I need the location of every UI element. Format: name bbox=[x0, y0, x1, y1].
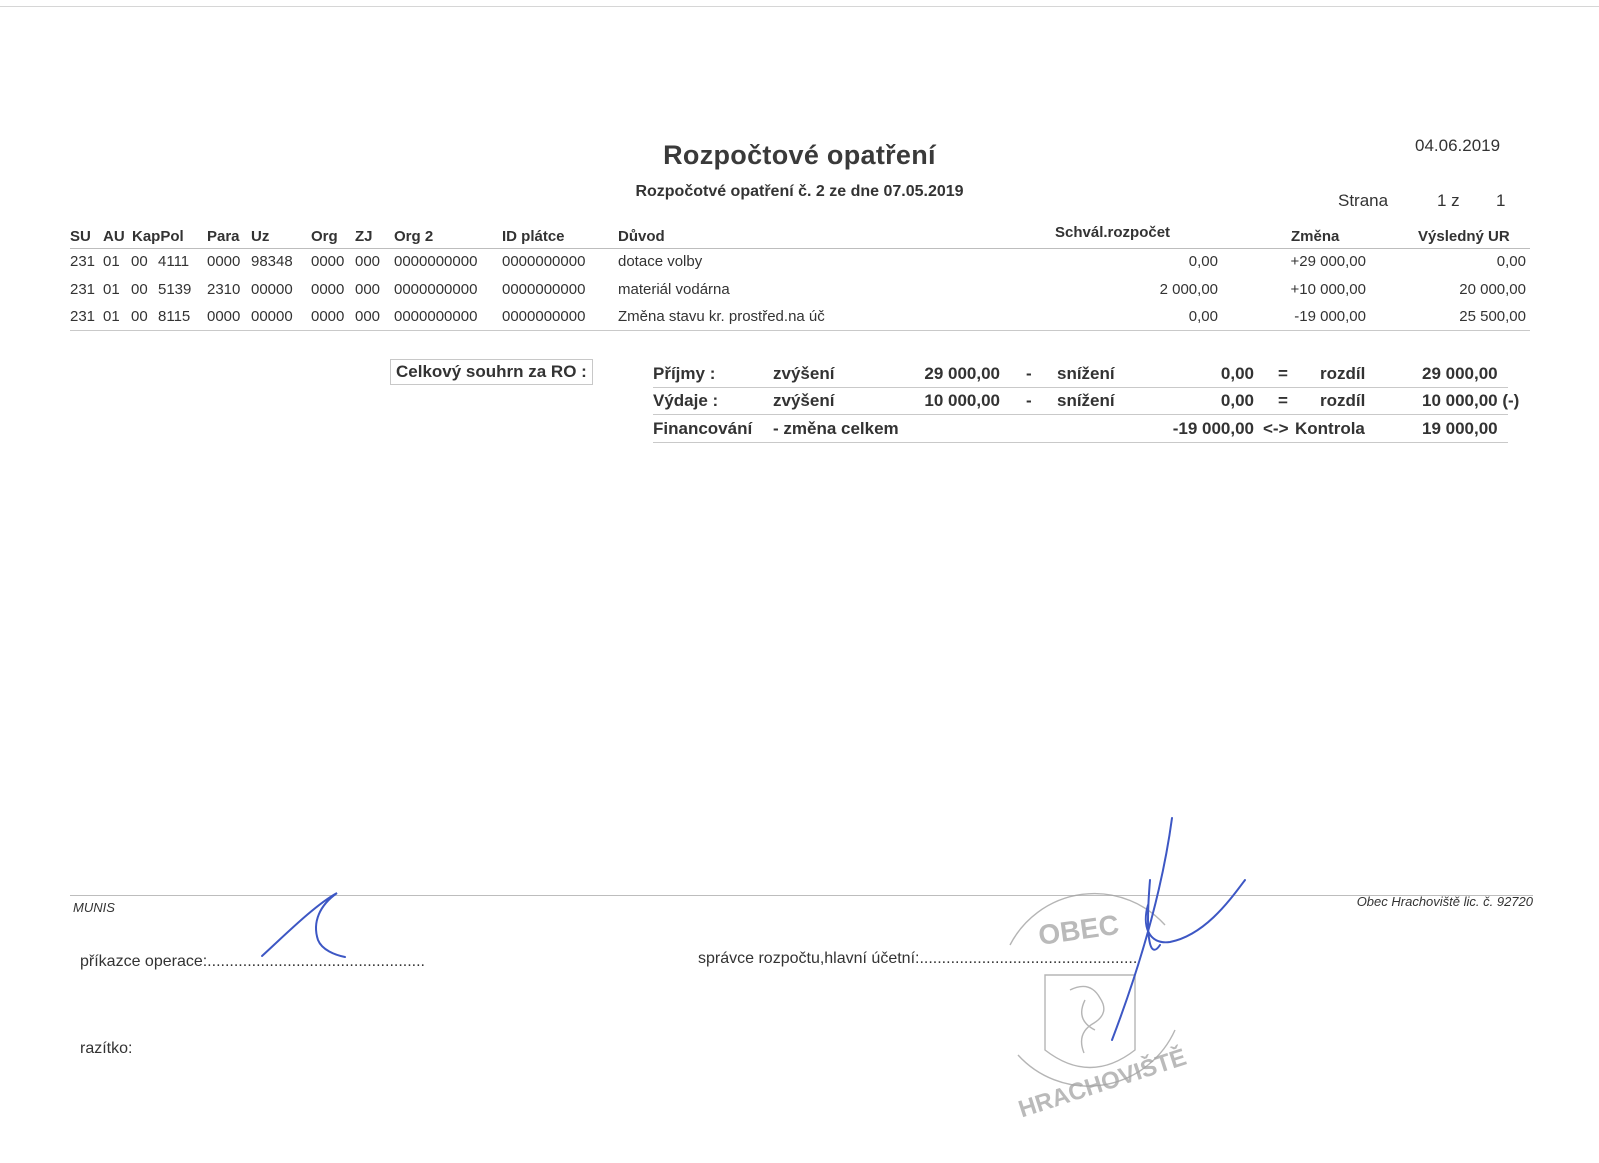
cell-org: 0000 bbox=[311, 281, 345, 298]
signature-prikazce bbox=[262, 893, 345, 957]
header-rule bbox=[70, 248, 1530, 249]
scan-top-edge bbox=[0, 6, 1599, 7]
cell-id-platce: 0000000000 bbox=[502, 308, 586, 325]
municipal-stamp bbox=[1010, 894, 1175, 1087]
cell-zmena: +29 000,00 bbox=[1290, 253, 1366, 270]
cell-kap: 00 bbox=[131, 308, 148, 325]
cell-zj: 000 bbox=[355, 281, 381, 298]
document-title: Rozpočtové opatření bbox=[663, 140, 936, 170]
col-org: Org bbox=[311, 228, 338, 245]
col-su: SU bbox=[70, 228, 91, 245]
col-duvod: Důvod bbox=[618, 228, 665, 245]
vydaje-minus: - bbox=[1026, 391, 1032, 410]
software-name: MUNIS bbox=[73, 900, 115, 915]
prijmy-label: Příjmy : bbox=[653, 364, 716, 383]
cell-su: 231 bbox=[70, 308, 96, 325]
cell-org2: 0000000000 bbox=[394, 281, 478, 298]
cell-para: 0000 bbox=[207, 308, 241, 325]
vydaje-rule bbox=[653, 414, 1508, 415]
razitko-label: razítko: bbox=[80, 1040, 133, 1057]
cell-su: 231 bbox=[70, 281, 96, 298]
vydaje-diff-value: 10 000,00 (-) bbox=[1422, 391, 1520, 410]
cell-id-platce: 0000000000 bbox=[502, 281, 586, 298]
cell-zj: 000 bbox=[355, 308, 381, 325]
col-zj: ZJ bbox=[355, 228, 373, 245]
stamp-text-top: OBEC bbox=[1036, 908, 1121, 951]
prijmy-minus: - bbox=[1026, 364, 1032, 383]
document-subtitle: Rozpočotvé opatření č. 2 ze dne 07.05.2019 bbox=[635, 183, 964, 200]
col-org2: Org 2 bbox=[394, 228, 434, 245]
stamp-text-bottom: HRACHOVIŠTĚ bbox=[1015, 1043, 1190, 1124]
cell-org: 0000 bbox=[311, 253, 345, 270]
cell-su: 231 bbox=[70, 253, 96, 270]
financovani-label: Financování bbox=[653, 419, 753, 438]
cell-duvod: dotace volby bbox=[618, 253, 703, 270]
financovani-value: -19 000,00 bbox=[1172, 419, 1254, 438]
cell-zmena: -19 000,00 bbox=[1294, 308, 1366, 325]
prijmy-diff-value: 29 000,00 bbox=[1422, 364, 1498, 383]
coat-of-arms-icon bbox=[1045, 975, 1135, 1068]
summary-label: Celkový souhrn za RO : bbox=[390, 359, 593, 385]
financovani-rule bbox=[653, 442, 1508, 443]
col-para: Para bbox=[207, 228, 240, 245]
col-id-platce: ID plátce bbox=[502, 228, 565, 245]
kontrola-value: 19 000,00 bbox=[1422, 419, 1498, 438]
cell-schval: 2 000,00 bbox=[1159, 281, 1218, 298]
cell-duvod: materiál vodárna bbox=[618, 281, 730, 298]
vydaje-label: Výdaje : bbox=[653, 391, 719, 410]
cell-id-platce: 0000000000 bbox=[502, 253, 586, 270]
table-row bbox=[0, 253, 1599, 279]
cell-pol: 4111 bbox=[158, 253, 190, 270]
cell-au: 01 bbox=[103, 308, 120, 325]
spravce-signature-line: správce rozpočtu,hlavní účetní:................................................. bbox=[698, 950, 1138, 967]
col-zmena: Změna bbox=[1291, 228, 1340, 245]
col-vysledny-ur: Výsledný UR bbox=[1418, 228, 1510, 245]
page-label: Strana bbox=[1338, 191, 1389, 210]
cell-pol: 5139 bbox=[158, 281, 192, 298]
vydaje-increase-label: zvýšení bbox=[773, 391, 835, 410]
cell-schval: 0,00 bbox=[1188, 308, 1218, 325]
vydaje-diff-label: rozdíl bbox=[1320, 391, 1366, 410]
cell-zj: 000 bbox=[355, 253, 381, 270]
cell-vysledny: 0,00 bbox=[1496, 253, 1526, 270]
cell-au: 01 bbox=[103, 253, 120, 270]
cell-para: 2310 bbox=[207, 281, 241, 298]
prijmy-decrease-value: 0,00 bbox=[1220, 364, 1254, 383]
cell-org2: 0000000000 bbox=[394, 308, 478, 325]
cell-schval: 0,00 bbox=[1188, 253, 1218, 270]
licence-info: Obec Hrachoviště lic. č. 92720 bbox=[1356, 894, 1533, 909]
table-bottom-rule bbox=[70, 330, 1530, 331]
kontrola-label: Kontrola bbox=[1295, 419, 1365, 438]
vydaje-increase-value: 10 000,00 bbox=[924, 391, 1000, 410]
cell-vysledny: 25 500,00 bbox=[1459, 308, 1526, 325]
cell-au: 01 bbox=[103, 281, 120, 298]
cell-uz: 00000 bbox=[251, 308, 293, 325]
cell-org2: 0000000000 bbox=[394, 253, 478, 270]
signature-spravce bbox=[1112, 818, 1245, 1040]
cell-org: 0000 bbox=[311, 308, 345, 325]
vydaje-decrease-label: snížení bbox=[1057, 391, 1115, 410]
prijmy-decrease-label: snížení bbox=[1057, 364, 1115, 383]
cell-vysledny: 20 000,00 bbox=[1459, 281, 1526, 298]
col-au: AU bbox=[103, 228, 125, 245]
vydaje-decrease-value: 0,00 bbox=[1220, 391, 1254, 410]
prijmy-increase-value: 29 000,00 bbox=[924, 364, 1000, 383]
page-total: 1 bbox=[1496, 191, 1506, 210]
vydaje-equals: = bbox=[1278, 391, 1288, 410]
prikazce-signature-line: příkazce operace:................................................. bbox=[80, 953, 425, 970]
page-number: 1 z bbox=[1437, 191, 1460, 210]
cell-para: 0000 bbox=[207, 253, 241, 270]
prijmy-increase-label: zvýšení bbox=[773, 364, 835, 383]
cell-kap: 00 bbox=[131, 281, 148, 298]
col-schval-rozpocet: Schvál.rozpočet bbox=[1055, 224, 1171, 241]
prijmy-diff-label: rozdíl bbox=[1320, 364, 1366, 383]
print-date: 04.06.2019 bbox=[1415, 136, 1501, 155]
col-uz: Uz bbox=[251, 228, 270, 245]
cell-uz: 98348 bbox=[251, 253, 293, 270]
cell-duvod: Změna stavu kr. prostřed.na úč bbox=[618, 308, 825, 325]
financovani-desc: - změna celkem bbox=[773, 419, 899, 438]
prijmy-rule bbox=[653, 387, 1508, 388]
cell-kap: 00 bbox=[131, 253, 148, 270]
table-row bbox=[0, 281, 1599, 307]
col-kappol: KapPol bbox=[132, 228, 184, 245]
cell-uz: 00000 bbox=[251, 281, 293, 298]
financovani-arrow: <-> bbox=[1263, 419, 1289, 438]
cell-pol: 8115 bbox=[158, 308, 191, 325]
prijmy-equals: = bbox=[1278, 364, 1288, 383]
cell-zmena: +10 000,00 bbox=[1290, 281, 1366, 298]
